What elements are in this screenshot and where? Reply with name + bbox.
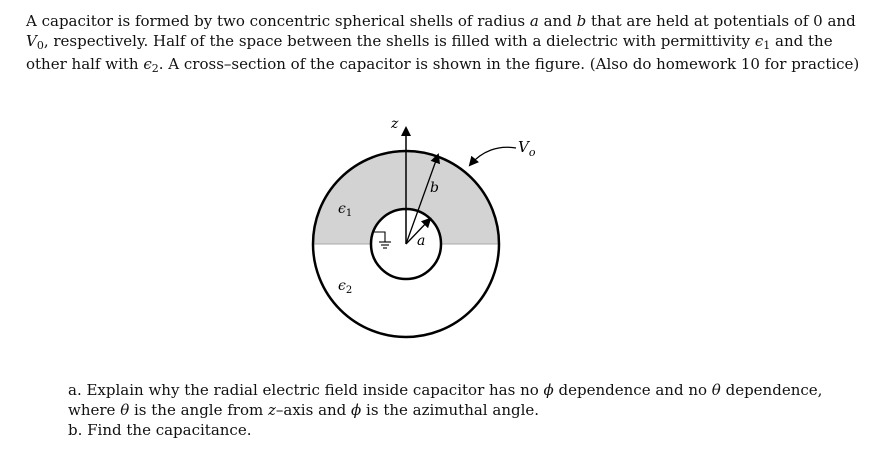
epsilon-2-label: $\epsilon_2$ xyxy=(338,278,353,296)
capacitor-cross-section xyxy=(300,108,536,338)
potential-vo-label: $V_o$ xyxy=(518,138,536,159)
problem-statement: A capacitor is formed by two concentric spherical shells of radius a and b that are held at potentials of 0 and $V_0$, respectively. Half of the space between the shells is filled with a dielectric with permittivity $\epsilon_1$ and the other half with $\epsilon_2$. A cross–section of the capacitor is shown in the figure. (Also do homework 10 for practice) xyxy=(26,12,860,76)
potential-pointer-arrow xyxy=(470,147,516,165)
epsilon-1-label: $\epsilon_1$ xyxy=(338,201,353,219)
questions xyxy=(68,380,868,440)
radius-b-label: b xyxy=(430,180,439,196)
radius-a-label: a xyxy=(417,233,426,249)
question-a: a. Explain why the radial electric field inside capacitor has no ϕ dependence and no θ dependence, xyxy=(68,381,823,399)
z-axis-label: z xyxy=(391,116,399,132)
question-b: b. Find the capacitance. xyxy=(68,421,252,439)
question-a-continued: where θ is the angle from z–axis and ϕ is the azimuthal angle. xyxy=(68,401,540,419)
